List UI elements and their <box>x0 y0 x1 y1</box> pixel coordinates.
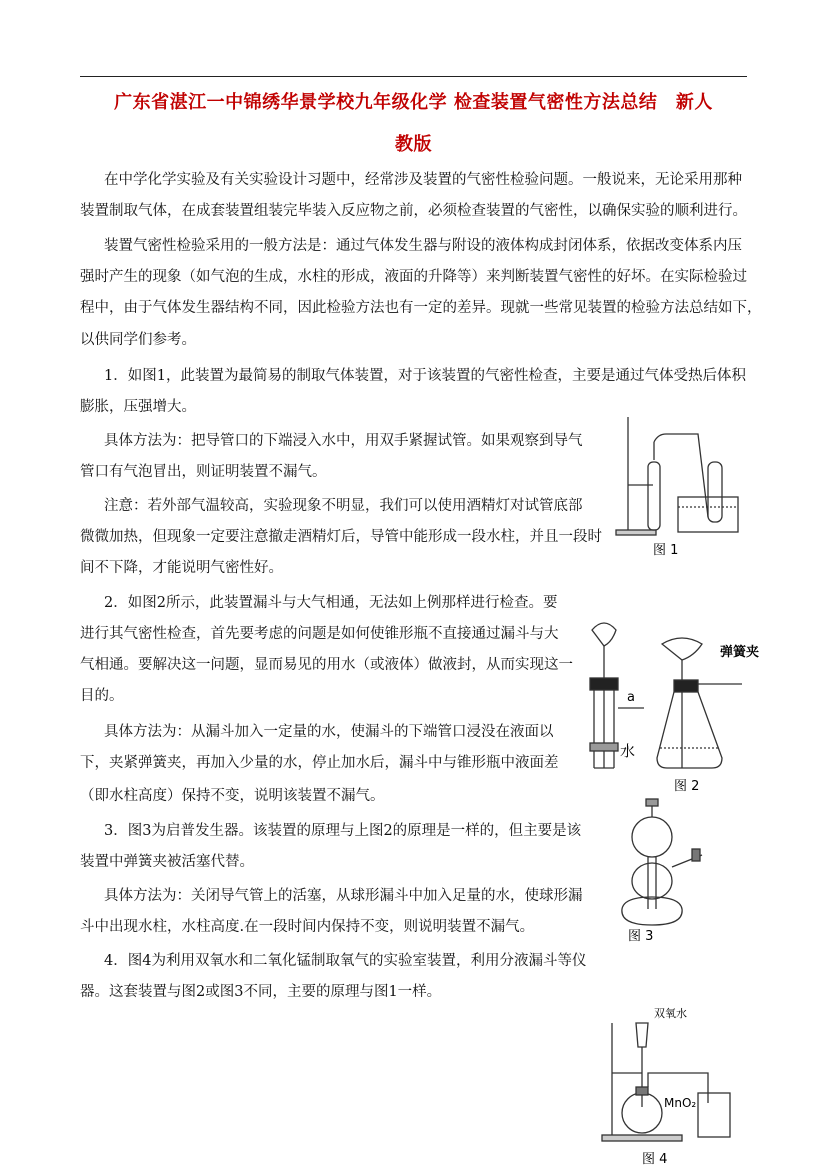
text-line: 在中学化学实验及有关实验设计习题中，经常涉及装置的气密性检验问题。一般说来，无论采用那种 <box>104 172 742 188</box>
figure-4-label-mno2: MnO₂ <box>664 1096 697 1110</box>
text-line: 膨胀，压强增大。 <box>80 399 196 415</box>
text-line: 间不下降，才能说明气密性好。 <box>80 560 283 576</box>
text-line: 强时产生的现象（如气泡的生成，水柱的形成，液面的升降等）来判断装置气密性的好坏。在实际检验过 <box>80 269 747 285</box>
text-line: 具体方法为：把导管口的下端浸入水中，用双手紧握试管。如果观察到导气 <box>104 433 583 449</box>
text-line: 2．如图2所示，此装置漏斗与大气相通，无法如上例那样进行检查。要 <box>104 595 558 611</box>
text-line: 进行其气密性检查，首先要考虑的问题是如何使锥形瓶不直接通过漏斗与大 <box>80 626 559 642</box>
figure-3 <box>610 797 730 947</box>
text-line: 微微加热，但现象一定要注意撤走酒精灯后，导管中能形成一段水柱，并且一段时 <box>80 529 602 545</box>
text-line: 注意：若外部气温较高，实验现象不明显，我们可以使用酒精灯对试管底部 <box>104 498 583 514</box>
text-line: 程中，由于气体发生器结构不同，因此检验方法也有一定的差异。现就一些常见装置的检验方法总结如下， <box>80 300 762 316</box>
text-line: 目的。 <box>80 688 124 704</box>
figure-4-caption: 图 4 <box>642 1152 668 1167</box>
document-title: 广东省湛江一中锦绣华景学校九年级化学 检查装置气密性方法总结 新人 <box>114 92 713 113</box>
figure-3-caption: 图 3 <box>628 929 654 944</box>
text-line: 装置气密性检验采用的一般方法是：通过气体发生器与附设的液体构成封闭体系，依据改变体系内压 <box>104 238 742 254</box>
text-line: 装置中弹簧夹被活塞代替。 <box>80 854 254 870</box>
text-line: 1．如图1，此装置为最简易的制取气体装置，对于该装置的气密性检查，主要是通过气体受热后体积 <box>104 368 746 384</box>
text-line: 气相通。要解决这一问题，显而易见的用水（或液体）做液封，从而实现这一 <box>80 657 573 673</box>
figure-1 <box>608 412 758 562</box>
text-line: 4．图4为利用双氧水和二氧化锰制取氧气的实验室装置，利用分液漏斗等仪 <box>104 953 587 969</box>
text-line: 具体方法为：关闭导气管上的活塞，从球形漏斗中加入足量的水，使球形漏 <box>104 888 583 904</box>
text-line: 装置制取气体，在成套装置组装完毕装入反应物之前，必须检查装置的气密性，以确保实验的顺利进行。 <box>80 203 747 219</box>
text-line: 器。这套装置与图2或图3不同，主要的原理与图1一样。 <box>80 984 442 1000</box>
text-line: 管口有气泡冒出，则证明装置不漏气。 <box>80 464 327 480</box>
figure-1-caption: 图 1 <box>653 543 679 558</box>
figure-4 <box>598 1003 748 1168</box>
figure-2-caption: 图 2 <box>674 779 700 794</box>
text-line: 斗中出现水柱，水柱高度.在一段时间内保持不变，则说明装置不漏气。 <box>80 919 535 935</box>
text-line: 以供同学们参考。 <box>80 332 196 348</box>
text-line: 下，夹紧弹簧夹，再加入少量的水，停止加水后，漏斗中与锥形瓶中液面差 <box>80 755 559 771</box>
figure-4-label-h2o2: 双氧水 <box>654 1007 687 1020</box>
text-line: （即水柱高度）保持不变，说明该装置不漏气。 <box>80 788 385 804</box>
text-line: 3．图3为启普发生器。该装置的原理与上图2的原理是一样的，但主要是该 <box>104 823 582 839</box>
text-line: 具体方法为：从漏斗加入一定量的水，使漏斗的下端管口浸没在液面以 <box>104 724 554 740</box>
figure-2-label-a: a <box>627 690 635 705</box>
header-rule <box>80 76 747 77</box>
figure-2-label-clip: 弹簧夹 <box>720 645 760 660</box>
figure-2-label-water: 水 <box>620 742 636 760</box>
figure-2 <box>582 618 782 798</box>
document-title-line2: 教版 <box>395 134 432 155</box>
